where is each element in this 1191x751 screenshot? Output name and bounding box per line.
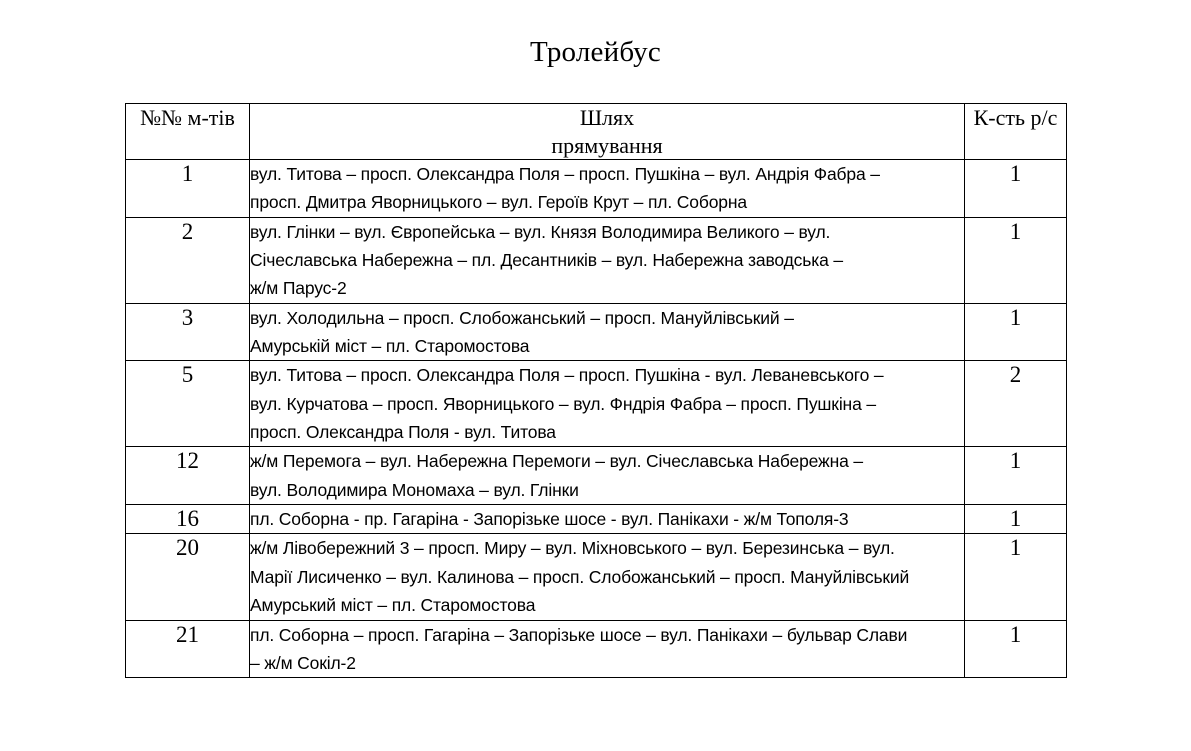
vehicle-count-cell: 1 <box>965 447 1067 505</box>
vehicle-count-cell: 1 <box>965 534 1067 620</box>
route-path-line: вул. Титова – просп. Олександра Поля – просп. Пушкіна - вул. Леваневського – <box>250 365 884 386</box>
route-number-cell: 5 <box>126 361 250 447</box>
column-header-route-number-line1: №№ <box>140 105 183 130</box>
column-header-vehicle-count-line1: К-сть <box>973 105 1026 130</box>
table-header-row <box>126 104 1067 160</box>
route-path-line: вул. Глінки – вул. Європейська – вул. Князя Володимира Великого – вул. <box>250 221 831 242</box>
route-path-cell <box>250 534 965 620</box>
table-row <box>126 447 1067 505</box>
column-header-route-path <box>250 104 965 160</box>
route-path-cell <box>250 303 965 361</box>
route-path-cell <box>250 217 965 303</box>
route-path-line: ж/м Лівобережний 3 – просп. Миру – вул. Міхновського – вул. Березинська – вул. <box>250 538 895 559</box>
table-row <box>126 534 1067 620</box>
route-path-line: просп. Олександра Поля - вул. Титова <box>250 422 556 443</box>
column-header-route-number <box>126 104 250 160</box>
route-path-line: пл. Соборна – просп. Гагаріна – Запорізьке шосе – вул. Панікахи – бульвар Слави <box>250 624 908 645</box>
table-body <box>126 160 1067 678</box>
vehicle-count-cell: 1 <box>965 303 1067 361</box>
vehicle-count-cell: 1 <box>965 160 1067 218</box>
trolleybus-route-table <box>125 103 1067 678</box>
route-path-line: вул. Титова – просп. Олександра Поля – просп. Пушкіна – вул. Андрія Фабра – <box>250 164 880 184</box>
route-path-cell <box>250 361 965 447</box>
column-header-route-number-line2: м-тів <box>187 105 235 130</box>
table-row <box>126 505 1067 534</box>
vehicle-count-cell: 2 <box>965 361 1067 447</box>
route-path-line: ж/м Парус-2 <box>250 278 347 299</box>
column-header-vehicle-count <box>965 104 1067 160</box>
route-path-cell <box>250 160 965 218</box>
route-path-line: вул. Володимира Мономаха – вул. Глінки <box>250 479 579 500</box>
column-header-route-path-line2: прямування <box>551 132 663 158</box>
route-path-line: Амурській міст – пл. Старомостова <box>250 336 530 357</box>
route-table-container <box>125 103 1066 678</box>
table-row <box>126 620 1067 678</box>
route-path-cell <box>250 447 965 505</box>
vehicle-count-cell: 1 <box>965 505 1067 534</box>
route-path-line: вул. Холодильна – просп. Слобожанський – просп. Мануйлівський – <box>250 307 794 328</box>
table-row <box>126 361 1067 447</box>
route-path-line: Амурський міст – пл. Старомостова <box>250 595 536 616</box>
column-header-route-path-line1: Шлях <box>579 105 635 130</box>
route-number-cell: 21 <box>126 620 250 678</box>
column-header-vehicle-count-line2: р/с <box>1030 105 1058 130</box>
route-path-cell <box>250 620 965 678</box>
route-path-line: – ж/м Сокіл-2 <box>250 652 356 673</box>
route-path-line: вул. Курчатова – просп. Яворницького – вул. Фндрія Фабра – просп. Пушкіна – <box>250 393 876 414</box>
route-number-cell: 1 <box>126 160 250 218</box>
route-path-line: просп. Дмитра Яворницького – вул. Героїв Крут – пл. Соборна <box>250 192 747 213</box>
vehicle-count-cell: 1 <box>965 620 1067 678</box>
route-path-line: ж/м Перемога – вул. Набережна Перемоги – вул. Січеславська Набережна – <box>250 451 864 472</box>
route-number-cell: 16 <box>126 505 250 534</box>
table-row <box>126 160 1067 218</box>
vehicle-count-cell: 1 <box>965 217 1067 303</box>
route-path-line: Марії Лисиченко – вул. Калинова – просп. Слобожанський – просп. Мануйлівський <box>250 566 910 587</box>
route-number-cell: 12 <box>126 447 250 505</box>
route-number-cell: 20 <box>126 534 250 620</box>
route-number-cell: 3 <box>126 303 250 361</box>
table-header <box>126 104 1067 160</box>
route-path-line: Січеславська Набережна – пл. Десантників – вул. Набережна заводська – <box>250 250 844 271</box>
route-path-line: пл. Соборна - пр. Гагаріна - Запорізьке шосе - вул. Панікахи - ж/м Тополя-3 <box>250 509 849 530</box>
route-number-cell: 2 <box>126 217 250 303</box>
route-path-cell <box>250 505 965 534</box>
table-row <box>126 217 1067 303</box>
table-row <box>126 303 1067 361</box>
page-title: Тролейбус <box>530 36 661 68</box>
